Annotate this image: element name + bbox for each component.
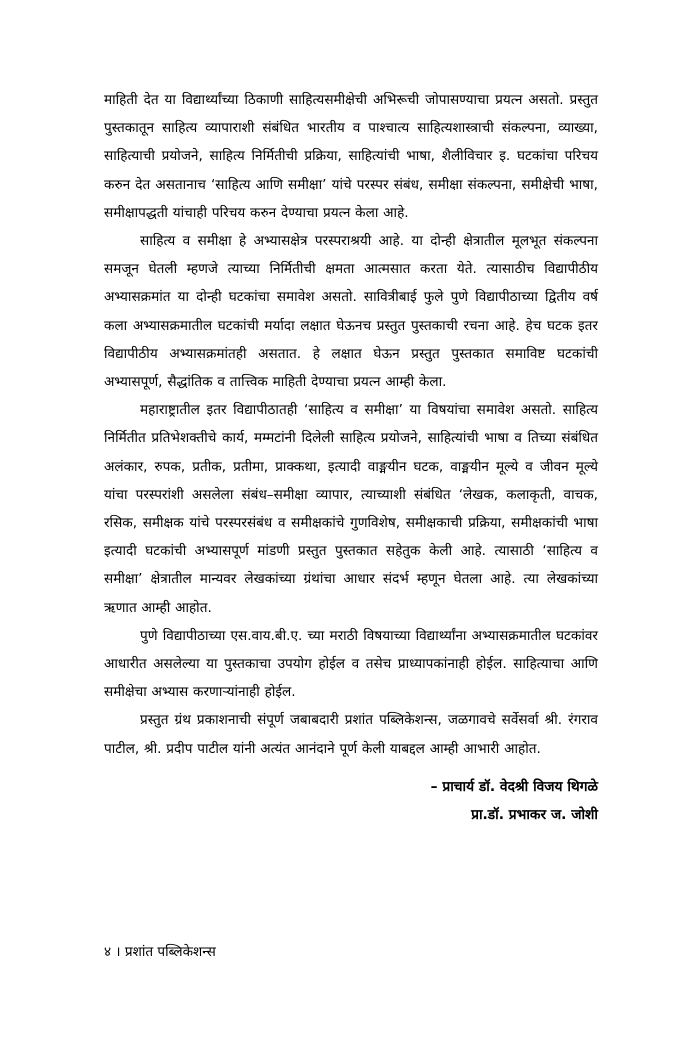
preface-body bbox=[104, 86, 598, 829]
signature-block bbox=[104, 773, 598, 829]
signature-professor: प्रा.डॉ. प्रभाकर ज. जोशी bbox=[471, 806, 598, 823]
paragraph-2: साहित्य व समीक्षा हे अभ्यासक्षेत्र परस्पराश्रयी आहे. या दोन्ही क्षेत्रातील मूलभूत संकल्पना समजून घेतली म्हणजे त्याच्या निर्मितीची क्षमता आत्मसात करता येते. त्यासाठीच विद्यापीठीय अभ्यासक्रमांत या दोन्ही घटकांचा समावेश असतो. सावित्रीबाई फुले पुणे विद्यापीठाच्या द्वितीय वर्ष कला अभ्यासक्रमातील घटकांची मर्यादा लक्षात घेऊनच प्रस्तुत पुस्तकाची रचना आहे. हेच घटक इतर विद्यापीठीय अभ्यासक्रमांतही असतात. हे लक्षात घेऊन प्रस्तुत पुस्तकात समाविष्ट घटकांची अभ्यासपूर्ण, सैद्धांतिक व तात्त्विक माहिती देण्याचा प्रयत्न आम्ही केला. bbox=[104, 233, 598, 391]
paragraph-5: प्रस्तुत ग्रंथ प्रकाशनाची संपूर्ण जबाबदारी प्रशांत पब्लिकेशन्स, जळगावचे सर्वेसर्वा श्री. रंगराव पाटील, श्री. प्रदीप पाटील यांनी अत्यंत आनंदाने पूर्ण केली याबद्दल आम्ही आभारी आहोत. bbox=[104, 712, 598, 757]
signature-principal: – प्राचार्य डॉ. वेदश्री विजय थिगळे bbox=[430, 778, 598, 795]
paragraph-1: माहिती देत या विद्यार्थ्यांच्या ठिकाणी साहित्यसमीक्षेची अभिरूची जोपासण्याचा प्रयत्न असतो. प्रस्तुत पुस्तकातून साहित्य व्यापाराशी संबंधित भारतीय व पाश्चात्य साहित्यशास्त्राची संकल्पना, व्याख्या, साहित्याची प्रयोजने, साहित्य निर्मितीची प्रक्रिया, साहित्यांची भाषा, शैलीविचार इ. घटकांचा परिचय करुन देत असतानाच ‘साहित्य आणि समीक्षा’ यांचे परस्पर संबंध, समीक्षा संकल्पना, समीक्षेची भाषा, समीक्षापद्धती यांचाही परिचय करुन देण्याचा प्रयत्न केला आहे. bbox=[104, 92, 598, 221]
paragraph-4: पुणे विद्यापीठाच्या एस.वाय.बी.ए. च्या मराठी विषयाच्या विद्यार्थ्यांना अभ्यासक्रमातील घटकांवर आधारीत असलेल्या या पुस्तकाचा उपयोग होईल व तसेच प्राध्यापकांनाही होईल. साहित्याचा आणि समीक्षेचा अभ्यास करणाऱ्यांनाही होईल. bbox=[104, 627, 598, 701]
paragraph-3: महाराष्ट्रातील इतर विद्यापीठातही ‘साहित्य व समीक्षा’ या विषयांचा समावेश असतो. साहित्य निर्मितीत प्रतिभेशक्तीचे कार्य, मम्मटांनी दिलेली साहित्य प्रयोजने, साहित्यांची भाषा व तिच्या संबंधित अलंकार, रुपक, प्रतीक, प्रतीमा, प्राक्कथा, इत्यादी वाङ्मयीन घटक, वाङ्मयीन मूल्ये व जीवन मूल्ये यांचा परस्परांशी असलेला संबंध–समीक्षा व्यापार, त्याच्याशी संबंधित ‘लेखक, कलाकृती, वाचक, रसिक, समीक्षक यांचे परस्परसंबंध व समीक्षकांचे गुणविशेष, समीक्षकाची प्रक्रिया, समीक्षकांची भाषा इत्यादी घटकांची अभ्यासपूर्ण मांडणी प्रस्तुत पुस्तकात सहेतुक केली आहे. त्यासाठी ‘साहित्य व समीक्षा’ क्षेत्रातील मान्यवर लेखकांच्या ग्रंथांचा आधार संदर्भ म्हणून घेतला आहे. त्या लेखकांच्या ऋणात आम्ही आहोत. bbox=[104, 402, 598, 616]
page-footer: ४ । प्रशांत पब्लिकेशन्स bbox=[104, 944, 216, 960]
